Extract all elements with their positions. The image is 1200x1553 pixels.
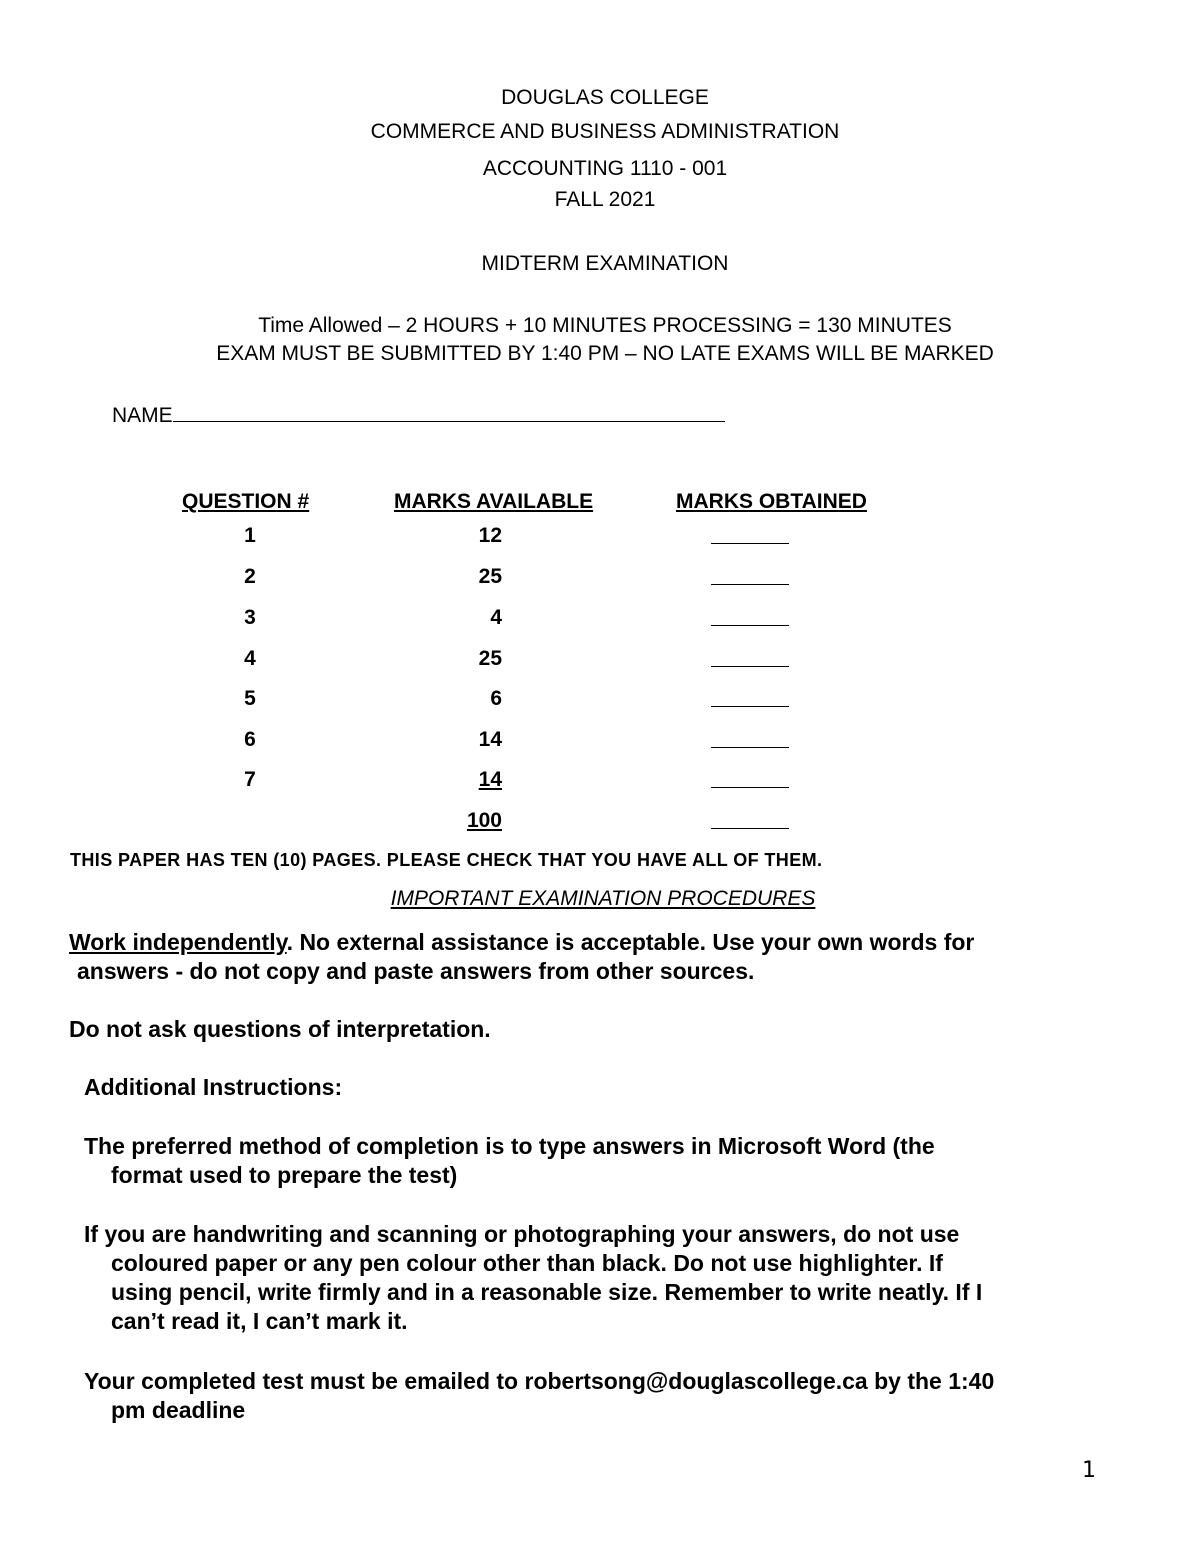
exam-term: FALL 2021	[554, 188, 656, 211]
preferred-method-paragraph	[84, 1132, 935, 1190]
question-number: 2	[244, 565, 256, 588]
handwriting-line-1: If you are handwriting and scanning or photographing your answers, do not use	[84, 1221, 960, 1247]
time-allowed: Time Allowed – 2 HOURS + 10 MINUTES PROCESSING = 130 MINUTES	[258, 314, 952, 337]
handwriting-line-3: using pencil, write firmly and in a reasonable size. Remember to write neatly. If I	[111, 1279, 983, 1305]
marks-available	[430, 768, 502, 792]
marks-available: 14	[478, 728, 502, 751]
question-number: 1	[244, 524, 256, 547]
preferred-line-2: format used to prepare the test)	[111, 1162, 458, 1188]
marks-available-value: 14	[478, 768, 502, 791]
table-row	[0, 565, 1200, 589]
work-independently-rest: . No external assistance is acceptable. Use your own words for	[286, 929, 975, 955]
marks-obtained-blank[interactable]	[711, 625, 789, 626]
email-line-2: pm deadline	[111, 1397, 246, 1423]
email-paragraph	[84, 1367, 994, 1425]
work-independently-line2: answers - do not copy and paste answers from other sources.	[77, 958, 755, 984]
question-number: 5	[244, 687, 256, 710]
procedures-title: IMPORTANT EXAMINATION PROCEDURES	[390, 887, 816, 910]
name-label: NAME	[112, 404, 173, 427]
question-number: 7	[244, 768, 256, 791]
preferred-line-1: The preferred method of completion is to type answers in Microsoft Word (the	[84, 1133, 935, 1159]
marks-obtained-blank[interactable]	[711, 706, 789, 707]
additional-instructions-title: Additional Instructions:	[84, 1074, 343, 1100]
name-field[interactable]	[112, 403, 725, 428]
marks-available: 12	[478, 524, 502, 547]
marks-available: 4	[490, 606, 502, 629]
question-number: 4	[244, 647, 256, 670]
column-header-marks-available: MARKS AVAILABLE	[394, 490, 594, 513]
college-name: DOUGLAS COLLEGE	[501, 86, 709, 109]
marks-available: 25	[478, 565, 502, 588]
submission-deadline: EXAM MUST BE SUBMITTED BY 1:40 PM – NO LATE EXAMS WILL BE MARKED	[216, 342, 994, 365]
marks-obtained-blank[interactable]	[711, 787, 789, 788]
page-number: 1	[1082, 1458, 1096, 1483]
handwriting-line-4: can’t read it, I can’t mark it.	[111, 1308, 408, 1334]
table-row	[0, 524, 1200, 548]
marks-obtained-blank[interactable]	[711, 666, 789, 667]
department-name: COMMERCE AND BUSINESS ADMINISTRATION	[370, 120, 840, 143]
interpretation-note: Do not ask questions of interpretation.	[69, 1016, 491, 1042]
table-row	[0, 647, 1200, 671]
pages-note: THIS PAPER HAS TEN (10) PAGES. PLEASE CHECK THAT YOU HAVE ALL OF THEM.	[70, 850, 823, 870]
handwriting-paragraph	[84, 1220, 982, 1336]
table-row	[0, 606, 1200, 630]
marks-available: 6	[490, 687, 502, 710]
handwriting-line-2: coloured paper or any pen colour other than black. Do not use highlighter. If	[111, 1250, 943, 1276]
marks-obtained-total-blank[interactable]	[711, 828, 789, 829]
name-blank-line[interactable]	[173, 403, 725, 422]
marks-available: 25	[478, 647, 502, 670]
marks-obtained-blank[interactable]	[711, 543, 789, 544]
question-number: 3	[244, 606, 256, 629]
table-row	[0, 768, 1200, 792]
column-header-question: QUESTION #	[182, 490, 310, 513]
email-line-1: Your completed test must be emailed to robertsong@douglascollege.ca by the 1:40	[84, 1368, 995, 1394]
exam-title: MIDTERM EXAMINATION	[481, 252, 729, 275]
marks-obtained-blank[interactable]	[711, 584, 789, 585]
column-header-marks-obtained: MARKS OBTAINED	[676, 490, 867, 513]
marks-total	[430, 809, 502, 833]
work-independently-paragraph	[69, 928, 974, 986]
marks-total-value: 100	[466, 809, 502, 832]
course-code: ACCOUNTING 1110 - 001	[482, 157, 728, 180]
table-row	[0, 687, 1200, 711]
question-number: 6	[244, 728, 256, 751]
table-row	[0, 728, 1200, 752]
work-independently-lead: Work independently	[69, 929, 287, 955]
marks-obtained-blank[interactable]	[711, 747, 789, 748]
table-total-row	[0, 809, 1200, 833]
